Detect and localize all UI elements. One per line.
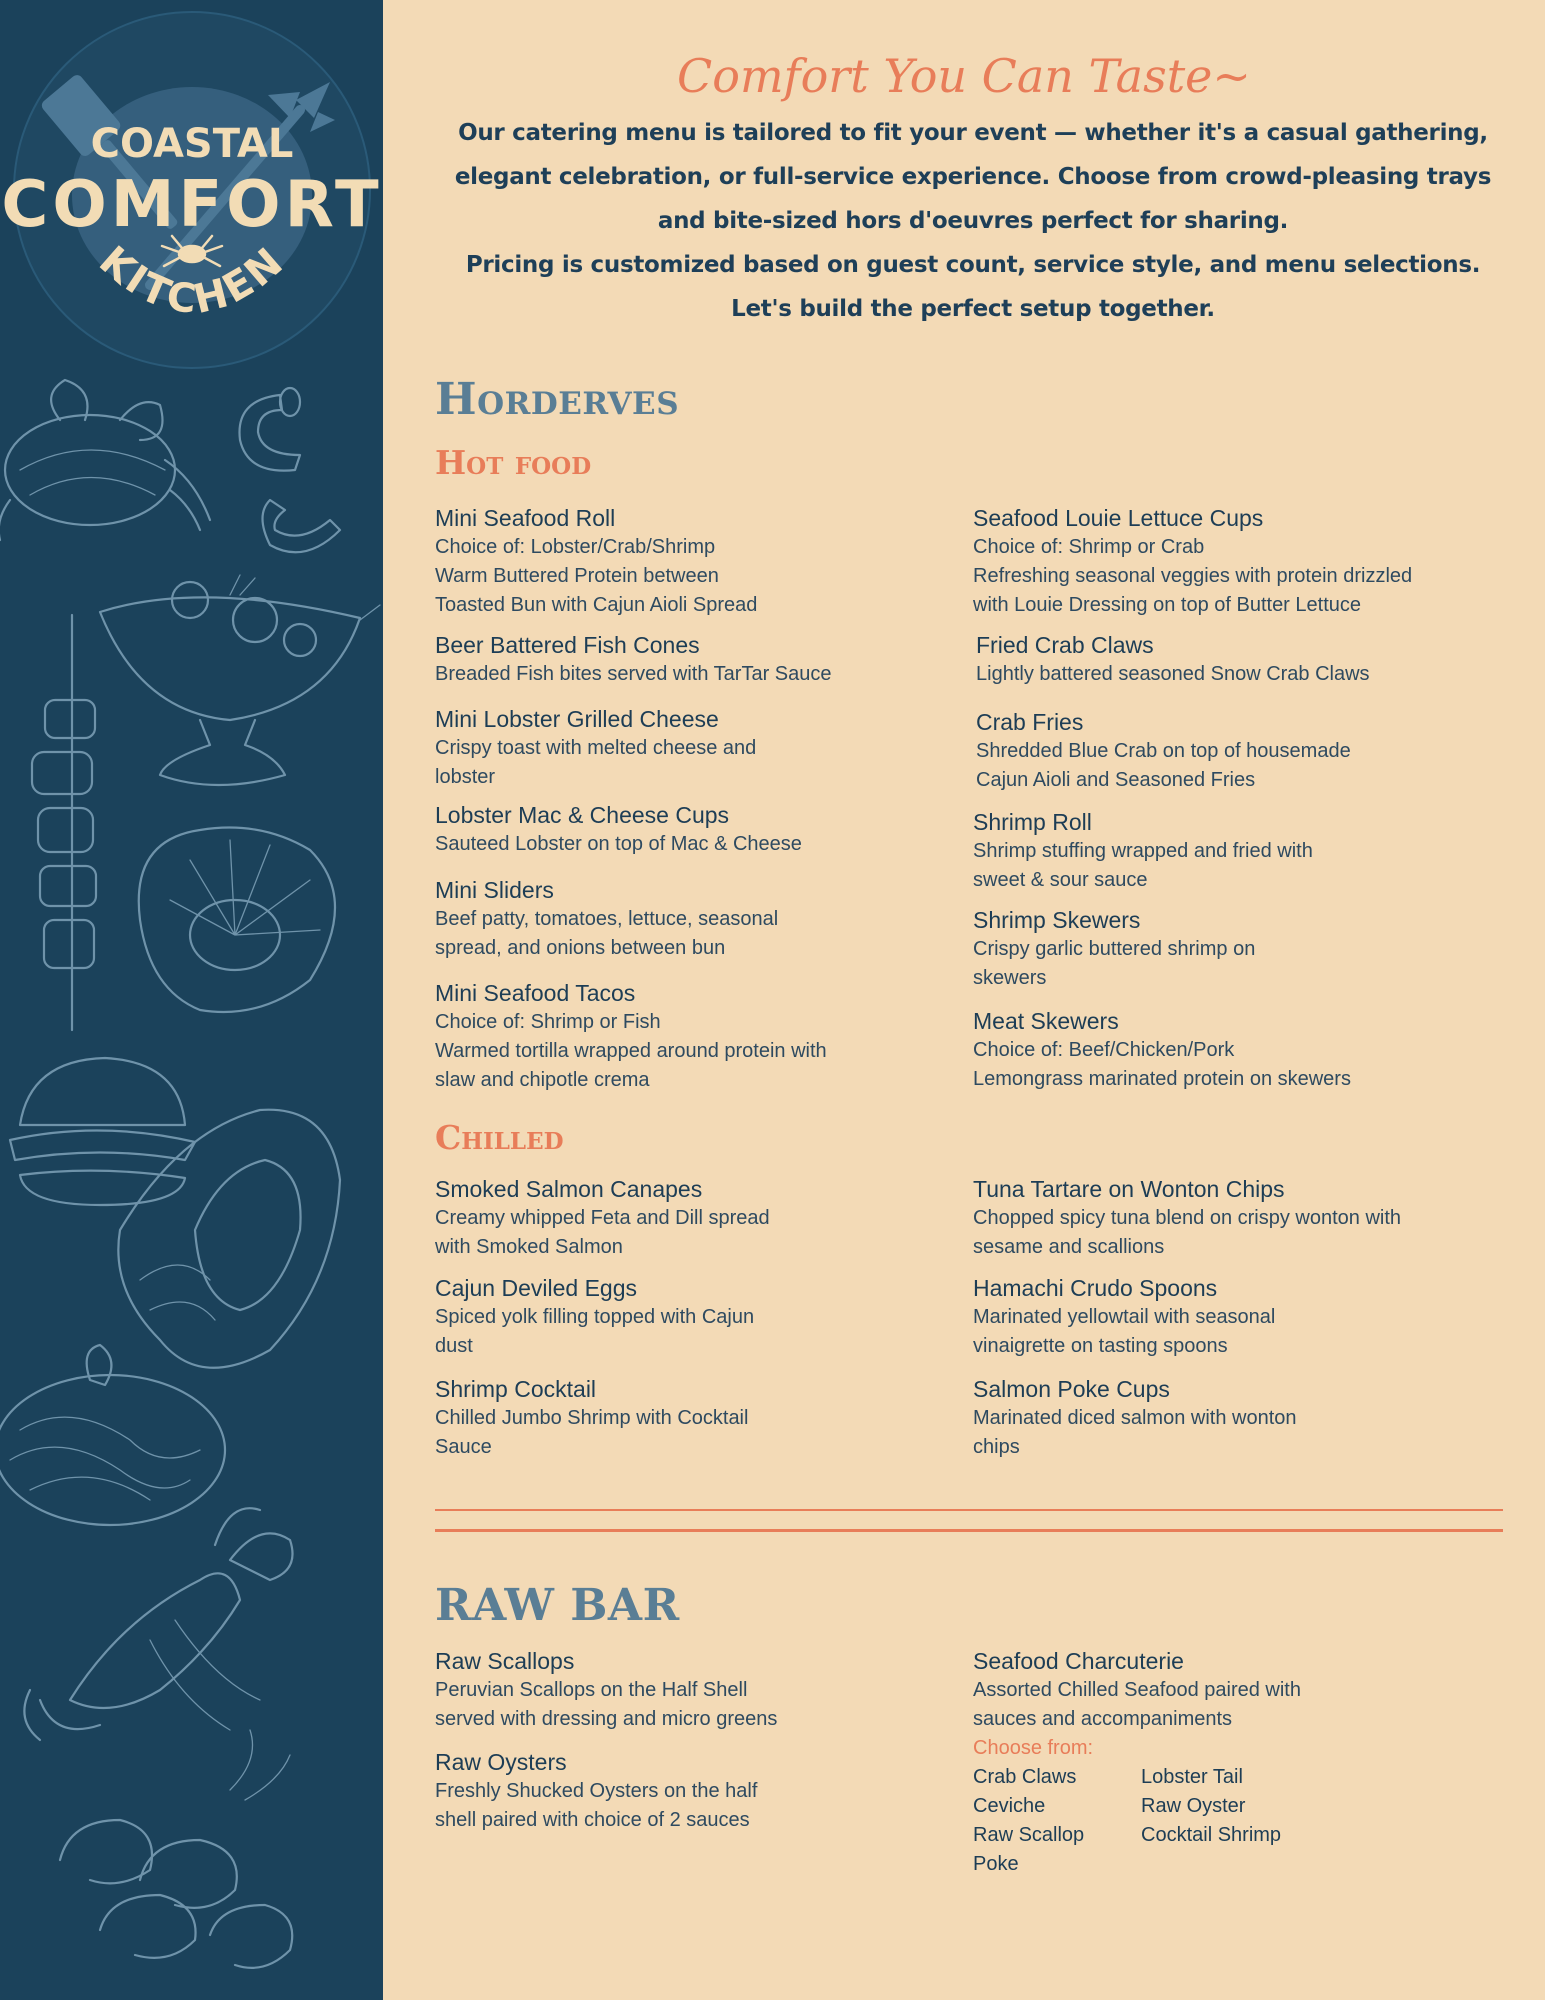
item-desc: Marinated yellowtail with seasonal vinaigrette on tasting spoons: [973, 1306, 1276, 1357]
item-name: Seafood Louie Lettuce Cups: [973, 505, 1264, 531]
item-name: Raw Oysters: [435, 1749, 567, 1775]
item-desc: Choice of: Shrimp or Fish Warmed tortilla wrapped around protein with slaw and chipotle crema: [435, 1011, 827, 1091]
menu-item: [435, 1175, 940, 1262]
item-desc: Choice of: Lobster/Crab/Shrimp Warm Buttered Protein between Toasted Bun with Cajun Aioli Spread: [435, 536, 758, 616]
menu-item: [973, 1274, 1478, 1361]
menu-item: [973, 1175, 1518, 1262]
item-name: Raw Scallops: [435, 1648, 575, 1674]
item-name: Mini Sliders: [435, 877, 554, 903]
menu-item-charcuterie: [973, 1647, 1478, 1879]
choice-item: Raw Oyster: [1141, 1795, 1246, 1817]
item-desc: Creamy whipped Feta and Dill spread with Smoked Salmon: [435, 1207, 770, 1258]
item-name: Meat Skewers: [973, 1008, 1119, 1034]
subsection-title-chilled: Chilled: [435, 1118, 564, 1157]
menu-item: [973, 906, 1478, 993]
skewer-illustration: [32, 615, 96, 1030]
item-desc: Crispy garlic buttered shrimp on skewers: [973, 938, 1256, 989]
item-desc: Beef patty, tomatoes, lettuce, seasonal spread, and onions between bun: [435, 908, 779, 959]
item-name: Mini Lobster Grilled Cheese: [435, 706, 719, 732]
item-desc: Chilled Jumbo Shrimp with Cocktail Sauce: [435, 1407, 749, 1458]
item-desc: Choice of: Beef/Chicken/Pork Lemongrass marinated protein on skewers: [973, 1039, 1351, 1090]
item-name: Beer Battered Fish Cones: [435, 632, 700, 658]
item-desc: Shrimp stuffing wrapped and fried with sweet & sour sauce: [973, 840, 1313, 891]
divider: [435, 1509, 1503, 1511]
logo-line2: COMFORT: [1, 168, 383, 242]
menu-item: [435, 631, 940, 689]
menu-item: [973, 1007, 1478, 1094]
sidebar: [0, 0, 383, 2000]
item-name: Lobster Mac & Cheese Cups: [435, 802, 730, 828]
oyster-illustration: [118, 1110, 340, 1368]
item-name: Mini Seafood Tacos: [435, 980, 636, 1006]
intro-paragraph: Our catering menu is tailored to fit your event — whether it's a casual gathering, elegant celebration, or full-service experience. Choose from crowd-pleasing trays and bite-sized hors d'oeuvres perfect for sharing.: [454, 120, 1492, 234]
item-name: Mini Seafood Roll: [435, 505, 616, 531]
item-desc: Breaded Fish bites served with TarTar Sauce: [435, 663, 832, 685]
menu-item: [973, 808, 1478, 895]
divider: [435, 1529, 1503, 1532]
menu-item: [976, 708, 1481, 795]
subsection-title-hot-food: Hot food: [435, 443, 592, 482]
item-name: Shrimp Roll: [973, 809, 1092, 835]
item-desc: Marinated diced salmon with wonton chips: [973, 1407, 1297, 1458]
item-desc: Choice of: Shrimp or Crab Refreshing seasonal veggies with protein drizzled with Louie Dressing on top of Butter Lettuce: [973, 536, 1413, 616]
tagline: Comfort You Can Taste~: [677, 49, 1251, 103]
choice-item: Crab Claws: [973, 1766, 1077, 1788]
scallop-shell-illustration: [139, 828, 335, 1013]
menu-item: [973, 504, 1518, 620]
menu-item: [435, 1274, 940, 1361]
choices-list: [973, 1763, 1478, 1879]
item-name: Shrimp Skewers: [973, 907, 1141, 933]
logo-line3: KITCHEN: [90, 237, 294, 324]
item-desc: Chopped spicy tuna blend on crispy wonton with sesame and scallions: [973, 1207, 1402, 1258]
menu-item: [973, 1375, 1478, 1462]
menu-item: [435, 1748, 940, 1835]
menu-item: [435, 705, 940, 792]
choice-item: Poke: [973, 1853, 1019, 1875]
item-desc: Crispy toast with melted cheese and lobster: [435, 737, 757, 788]
logo-line1: COASTAL: [90, 121, 294, 167]
shrimp-illustration: [60, 1730, 292, 1968]
section-title-raw-bar: RAW BAR: [435, 1580, 680, 1631]
logo: [1, 12, 382, 368]
choice-item: Cocktail Shrimp: [1141, 1824, 1282, 1846]
menu-item: [435, 1375, 940, 1462]
macaroni-illustration: [240, 388, 341, 552]
item-desc: Shredded Blue Crab on top of housemade Cajun Aioli and Seasoned Fries: [976, 740, 1351, 791]
item-desc: Sauteed Lobster on top of Mac & Cheese: [435, 833, 802, 855]
menu-item: [435, 1647, 940, 1734]
item-desc: Peruvian Scallops on the Half Shell served with dressing and micro greens: [435, 1679, 778, 1730]
menu-item: [435, 979, 940, 1095]
pasta-plate-illustration: [0, 1345, 225, 1525]
item-name: Cajun Deviled Eggs: [435, 1275, 638, 1301]
menu-item: [435, 504, 940, 620]
menu-item: [435, 801, 940, 859]
item-name: Crab Fries: [976, 709, 1084, 735]
choice-item: Raw Scallop: [973, 1824, 1085, 1846]
item-name: Shrimp Cocktail: [435, 1376, 597, 1402]
choose-from-label: Choose from:: [973, 1737, 1094, 1759]
item-desc: Freshly Shucked Oysters on the half shell paired with choice of 2 sauces: [435, 1780, 758, 1831]
menu-item: [435, 876, 940, 963]
item-name: Smoked Salmon Canapes: [435, 1176, 703, 1202]
item-desc: Lightly battered seasoned Snow Crab Claws: [976, 663, 1370, 685]
lobster-illustration: [24, 1508, 292, 1740]
choice-item: Lobster Tail: [1141, 1766, 1243, 1788]
choice-item: Ceviche: [973, 1795, 1046, 1817]
menu-item: [976, 631, 1521, 689]
seafood-bowl-illustration: [100, 575, 380, 785]
burger-illustration: [10, 1058, 195, 1205]
item-name: Fried Crab Claws: [976, 632, 1154, 658]
pricing-paragraph: Pricing is customized based on guest count, service style, and menu selections. Let's build the perfect setup together.: [465, 252, 1481, 322]
item-name: Seafood Charcuterie: [973, 1648, 1184, 1674]
item-name: Tuna Tartare on Wonton Chips: [973, 1176, 1285, 1202]
crab-illustration: [0, 380, 210, 540]
item-name: Salmon Poke Cups: [973, 1376, 1170, 1402]
item-desc: Spiced yolk filling topped with Cajun dust: [435, 1306, 755, 1357]
item-desc: Assorted Chilled Seafood paired with sauces and accompaniments: [973, 1679, 1301, 1730]
main-content: [383, 0, 1545, 2000]
section-title-horderves: Horderves: [435, 374, 680, 425]
item-name: Hamachi Crudo Spoons: [973, 1275, 1218, 1301]
sidebar-art: [0, 0, 383, 2000]
